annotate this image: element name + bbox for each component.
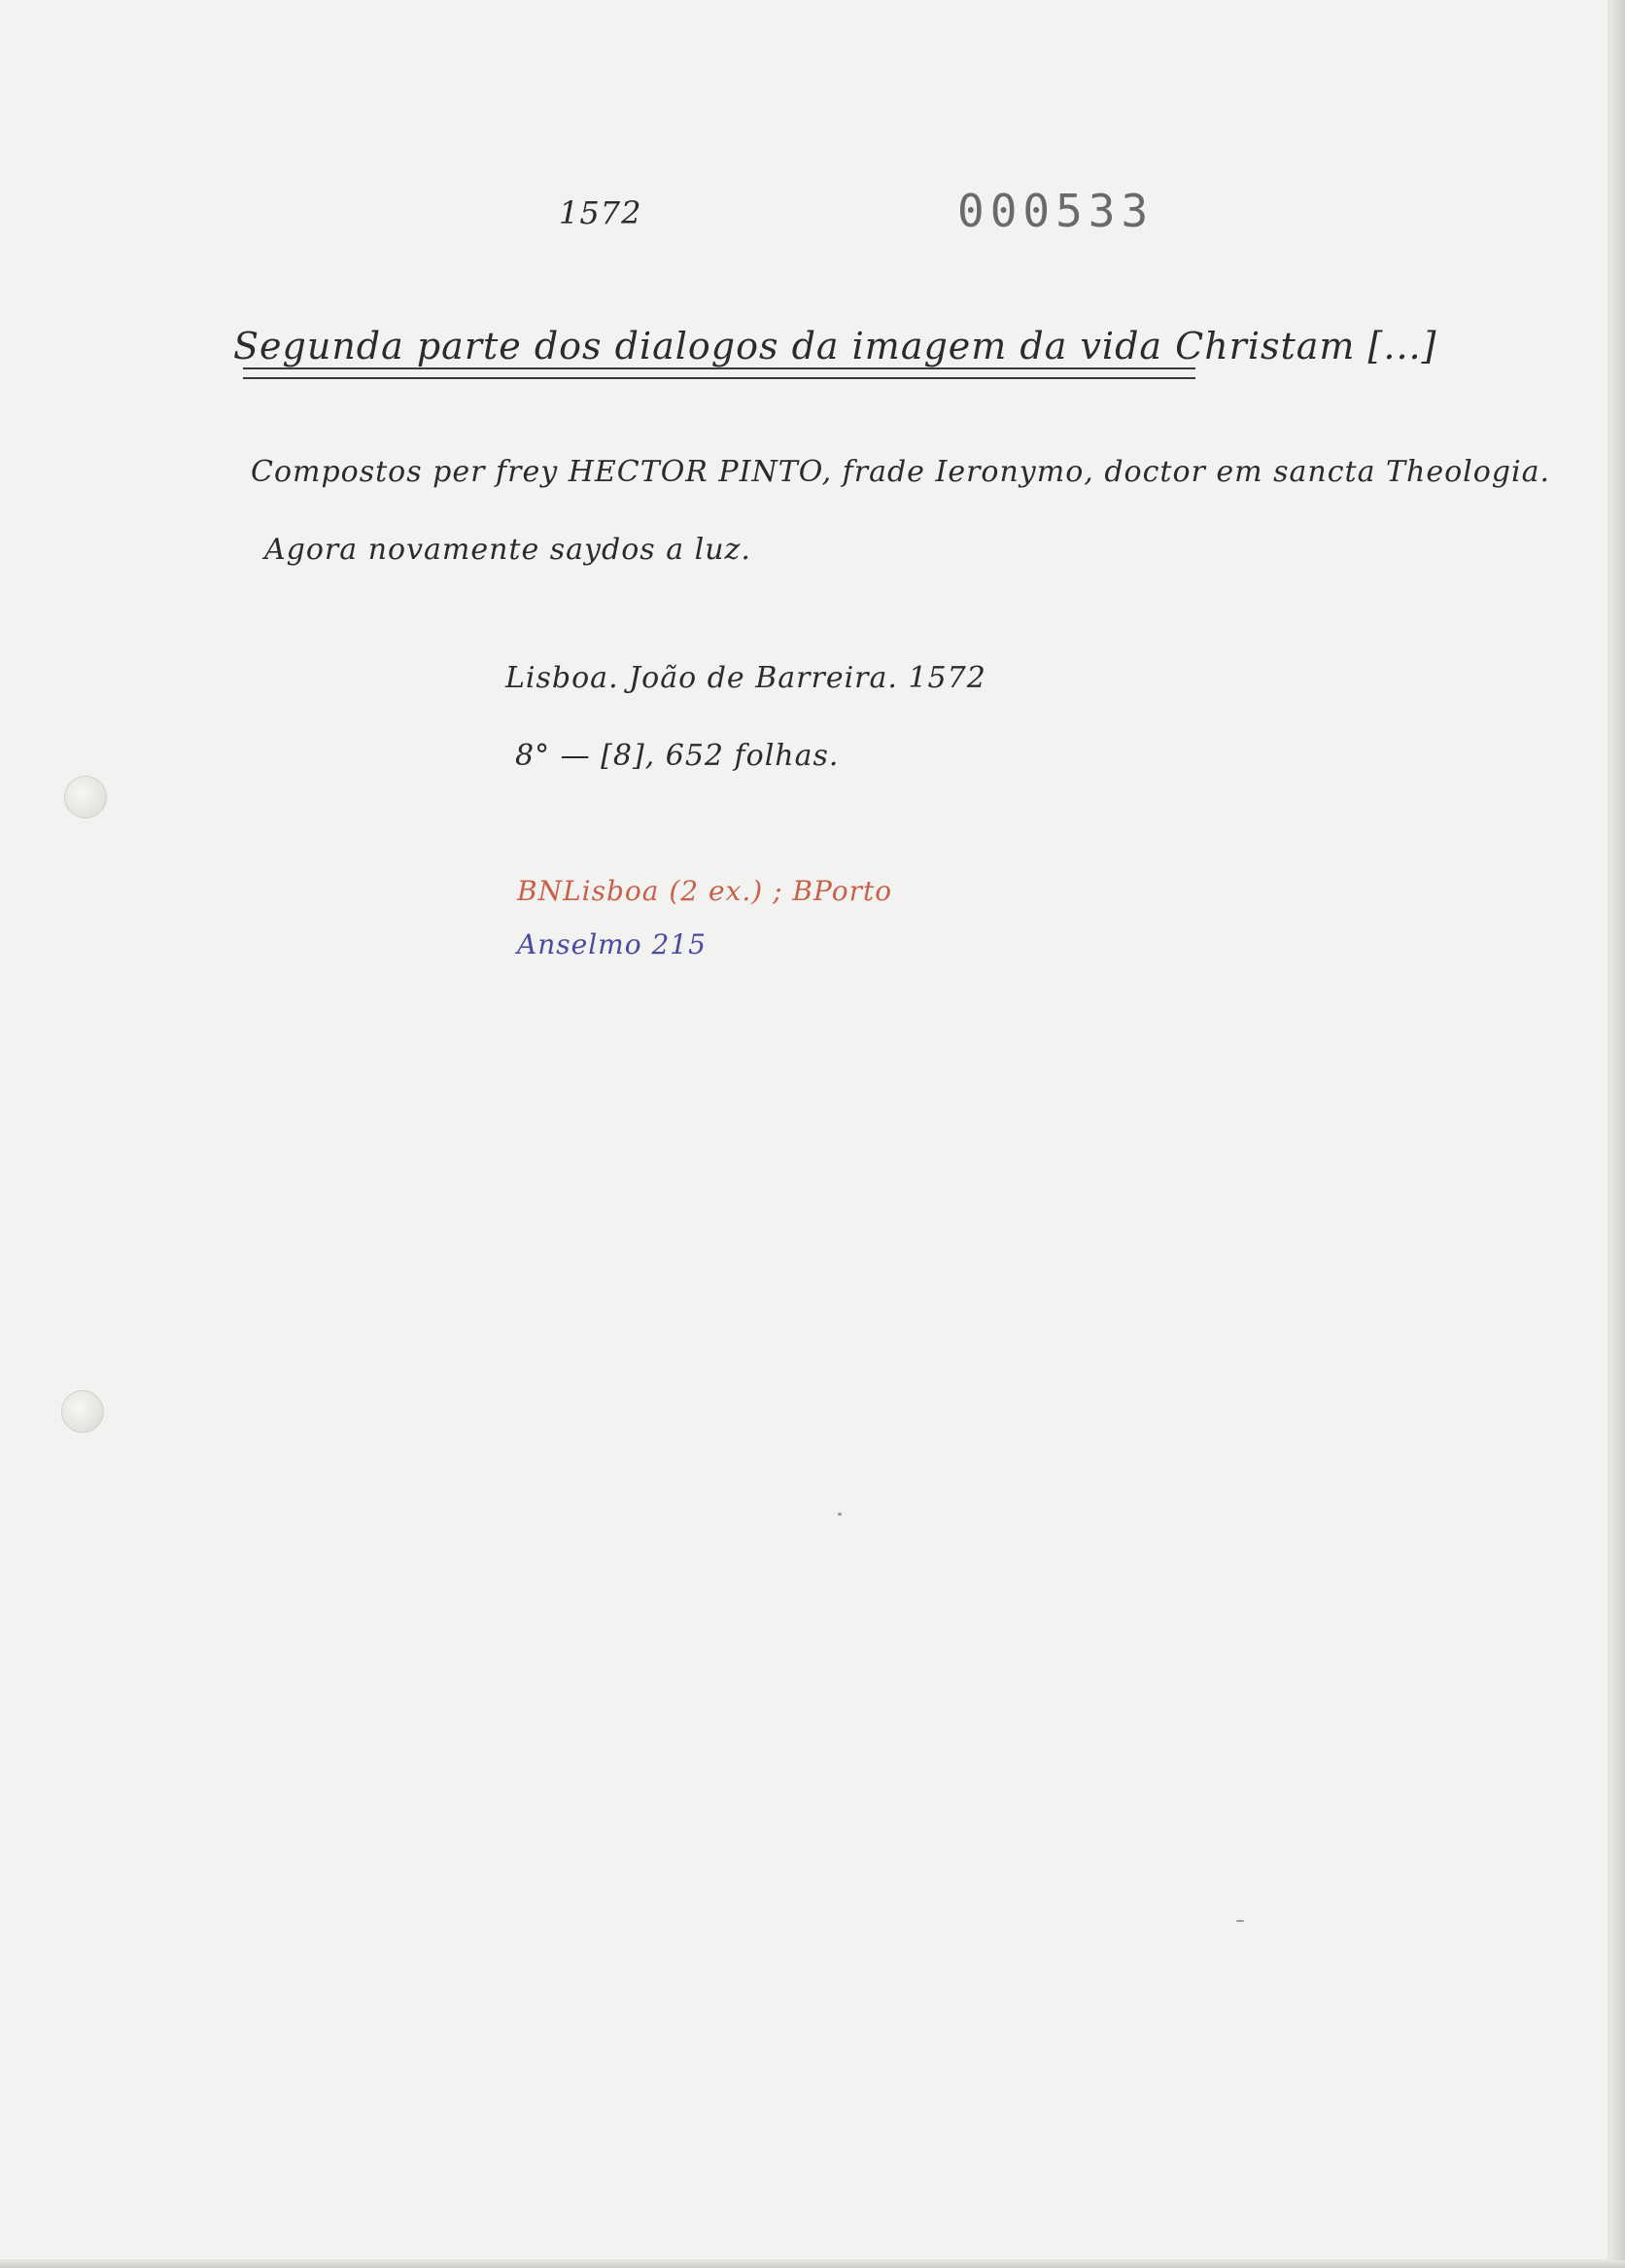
card-title: Segunda parte dos dialogos da imagem da vida Christam [...] — [233, 325, 1437, 367]
number-stamp: 000533 — [957, 185, 1155, 237]
punch-hole-upper — [64, 776, 107, 819]
title-underline-bottom — [243, 377, 1195, 379]
imprint-line: Lisboa. João de Barreira. 1572 — [505, 661, 986, 695]
page-edge-bottom — [0, 2260, 1625, 2268]
title-underline-top — [243, 367, 1195, 369]
page-edge-right — [1609, 0, 1625, 2268]
collation-line: 8° — [8], 652 folhas. — [515, 739, 840, 773]
author-line: Compostos per frey HECTOR PINTO, frade Ieronymo, doctor em sancta Theologia. — [251, 455, 1551, 489]
subtitle-line: Agora novamente saydos a luz. — [264, 533, 751, 567]
paper-speck — [838, 1513, 842, 1516]
paper-speck — [1236, 1920, 1244, 1922]
card-year: 1572 — [559, 194, 642, 231]
reference-line: Anselmo 215 — [517, 928, 707, 960]
punch-hole-lower — [61, 1390, 104, 1433]
holdings-line: BNLisboa (2 ex.) ; BPorto — [517, 875, 893, 907]
